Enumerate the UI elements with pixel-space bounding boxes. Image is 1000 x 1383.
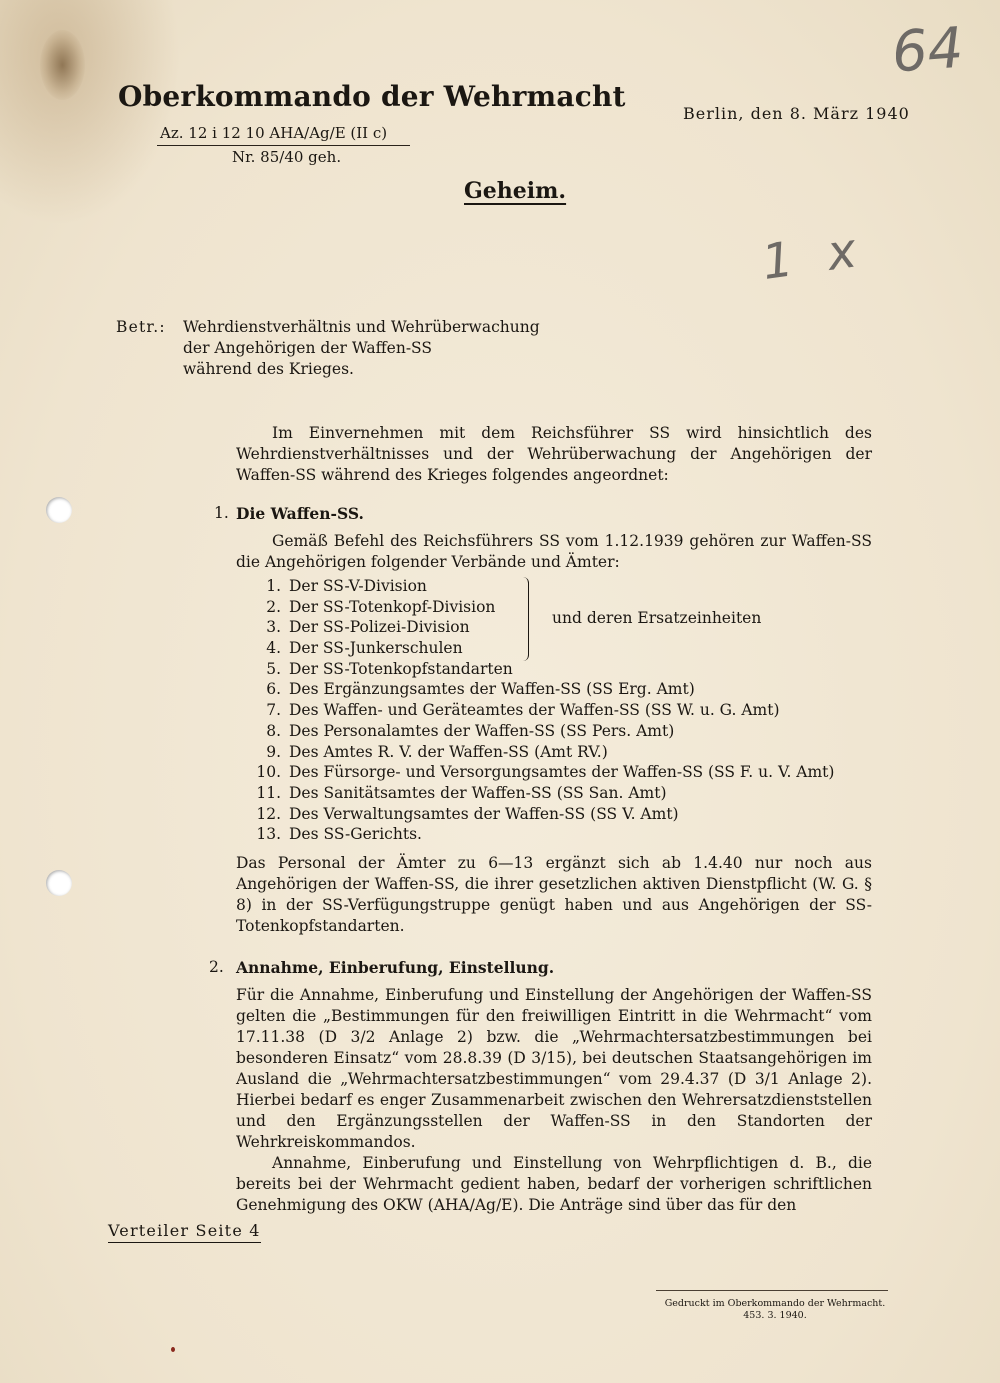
list-item [253, 762, 873, 783]
subject-lines [183, 317, 540, 380]
section-2-body [236, 985, 872, 1216]
list-item-text: Der SS-Totenkopf-Division [289, 597, 496, 616]
place-date: Berlin, den 8. März 1940 [683, 104, 910, 123]
list-item-number: 1. [266, 577, 281, 595]
list-item [253, 679, 873, 700]
list-item [253, 638, 873, 659]
section-1-closing: Das Personal der Ämter zu 6—13 ergänzt sich ab 1.4.40 nur noch aus Angehörigen der Waffen-SS, die ihrer gesetzlichen aktiven Dienstpflicht (W. G. § 8) in der SS-Verfügungstruppe genügt haben und aus Angehörigen der SS-Totenkopfstandarten. [236, 854, 872, 935]
list-item-text: Der SS-Junkerschulen [289, 639, 463, 658]
handwritten-page-number: 64 [889, 15, 966, 86]
subject-line: während des Krieges. [183, 360, 354, 378]
section-1-heading: Die Waffen-SS. [236, 504, 364, 523]
ink-speck [171, 1347, 175, 1352]
list-item-text: Des Waffen- und Geräteamtes der Waffen-SS (SS W. u. G. Amt) [289, 701, 780, 720]
list-item-text: Des SS-Gerichts. [289, 825, 422, 844]
rust-stain [40, 30, 85, 100]
handwritten-mark: 1 x [758, 221, 870, 291]
list-item [253, 804, 873, 825]
list-item [253, 824, 873, 845]
list-item-text: Der SS-Polizei-Division [289, 618, 470, 637]
punch-hole-lower [46, 870, 72, 896]
section-1-lead: Gemäß Befehl des Reichsführers SS vom 1.12.1939 gehören zur Waffen-SS die Angehörigen folgender Verbände und Ämter: [236, 532, 872, 571]
bracket-note: und deren Ersatzeinheiten [552, 609, 762, 627]
list-item-text: Des Fürsorge- und Versorgungsamtes der Waffen-SS (SS F. u. V. Amt) [289, 763, 835, 782]
list-item-text: Des Verwaltungsamtes der Waffen-SS (SS V. Amt) [289, 804, 679, 823]
printer-imprint [660, 1298, 890, 1322]
list-item-number: 8. [266, 721, 281, 740]
imprint-line: Gedruckt im Oberkommando der Wehrmacht. [664, 1298, 886, 1309]
subject-line: der Angehörigen der Waffen-SS [183, 339, 433, 357]
list-item [253, 783, 873, 804]
section-2-heading: Annahme, Einberufung, Einstellung. [236, 958, 555, 977]
list-item [253, 742, 873, 763]
list-item-number: 3. [266, 618, 281, 637]
section-2-paragraph: Für die Annahme, Einberufung und Einstellung der Angehörigen der Waffen-SS gelten die „Bestimmungen für den freiwilligen Eintritt in die Wehrmacht“ vom 17.11.38 (D 3/2 Anlage 2) bzw. die „Wehrmachtersatzbestimmungen bei besonderen Einsatz“ vom 28.8.39 (D 3/15), bei deutschen Staatsangehörigen im Ausland die „Wehrmachtersatzbestimmungen“ vom 29.4.37 (D 3/1 Anlage 2). Hierbei bedarf es enger Zusammenarbeit zwischen den Wehrersatzdienststellen und den Ergänzungsstellen der Waffen-SS in den Standorten der Wehrkreiskommandos. [236, 986, 872, 1151]
imprint-line: 453. 3. 1940. [743, 1310, 807, 1321]
subject-line: Wehrdienstverhältnis und Wehrüberwachung [183, 318, 540, 336]
list-item-number: 7. [266, 701, 281, 720]
list-item-number: 12. [256, 804, 281, 823]
list-item-number: 9. [266, 742, 281, 761]
punch-hole-upper [46, 497, 72, 523]
list-item-text: Des Sanitätsamtes der Waffen-SS (SS San. Amt) [289, 783, 667, 802]
section-2-number: 2. [209, 958, 224, 976]
distribution-note: Verteiler Seite 4 [108, 1221, 261, 1243]
section-2-paragraph: Annahme, Einberufung und Einstellung von Wehrpflichtigen d. B., die bereits bei der Wehrmacht gedient haben, bedarf der vorherigen schriftlichen Genehmigung des OKW (AHA/Ag/E). Die Anträge sind über das für den [236, 1154, 872, 1214]
list-item-number: 11. [256, 783, 281, 802]
list-item [253, 721, 873, 742]
list-item [253, 659, 873, 680]
reference-divider [157, 145, 410, 146]
list-item-number: 6. [266, 680, 281, 699]
list-item-text: Des Personalamtes der Waffen-SS (SS Pers. Amt) [289, 721, 675, 740]
list-item [253, 576, 873, 597]
intro-paragraph: Im Einvernehmen mit dem Reichsführer SS wird hinsichtlich des Wehrdienstverhältnisses und der Wehrüberwachung der Angehörigen der Waffen-SS während des Krieges folgendes angeordnet: [236, 424, 872, 484]
imprint-divider [656, 1290, 888, 1291]
list-item-number: 2. [266, 597, 281, 616]
list-item-number: 13. [256, 825, 281, 844]
section-1-number: 1. [214, 504, 229, 522]
list-item-number: 4. [266, 639, 281, 658]
subject-label: Betr.: [116, 318, 166, 336]
list-item-text: Der SS-Totenkopfstandarten [289, 659, 513, 678]
list-item-text: Des Amtes R. V. der Waffen-SS (Amt RV.) [289, 742, 608, 761]
list-item-number: 10. [256, 763, 281, 782]
file-reference: Az. 12 i 12 10 AHA/Ag/E (II c) [160, 124, 388, 142]
classification-marking: Geheim. [464, 178, 567, 204]
list-bracket [520, 577, 529, 661]
list-item-text: Des Ergänzungsamtes der Waffen-SS (SS Erg. Amt) [289, 680, 695, 699]
document-number: Nr. 85/40 geh. [232, 148, 342, 166]
issuing-authority: Oberkommando der Wehrmacht [118, 80, 626, 113]
list-item [253, 700, 873, 721]
list-item-text: Der SS-V-Division [289, 577, 427, 595]
list-item-number: 5. [266, 659, 281, 678]
